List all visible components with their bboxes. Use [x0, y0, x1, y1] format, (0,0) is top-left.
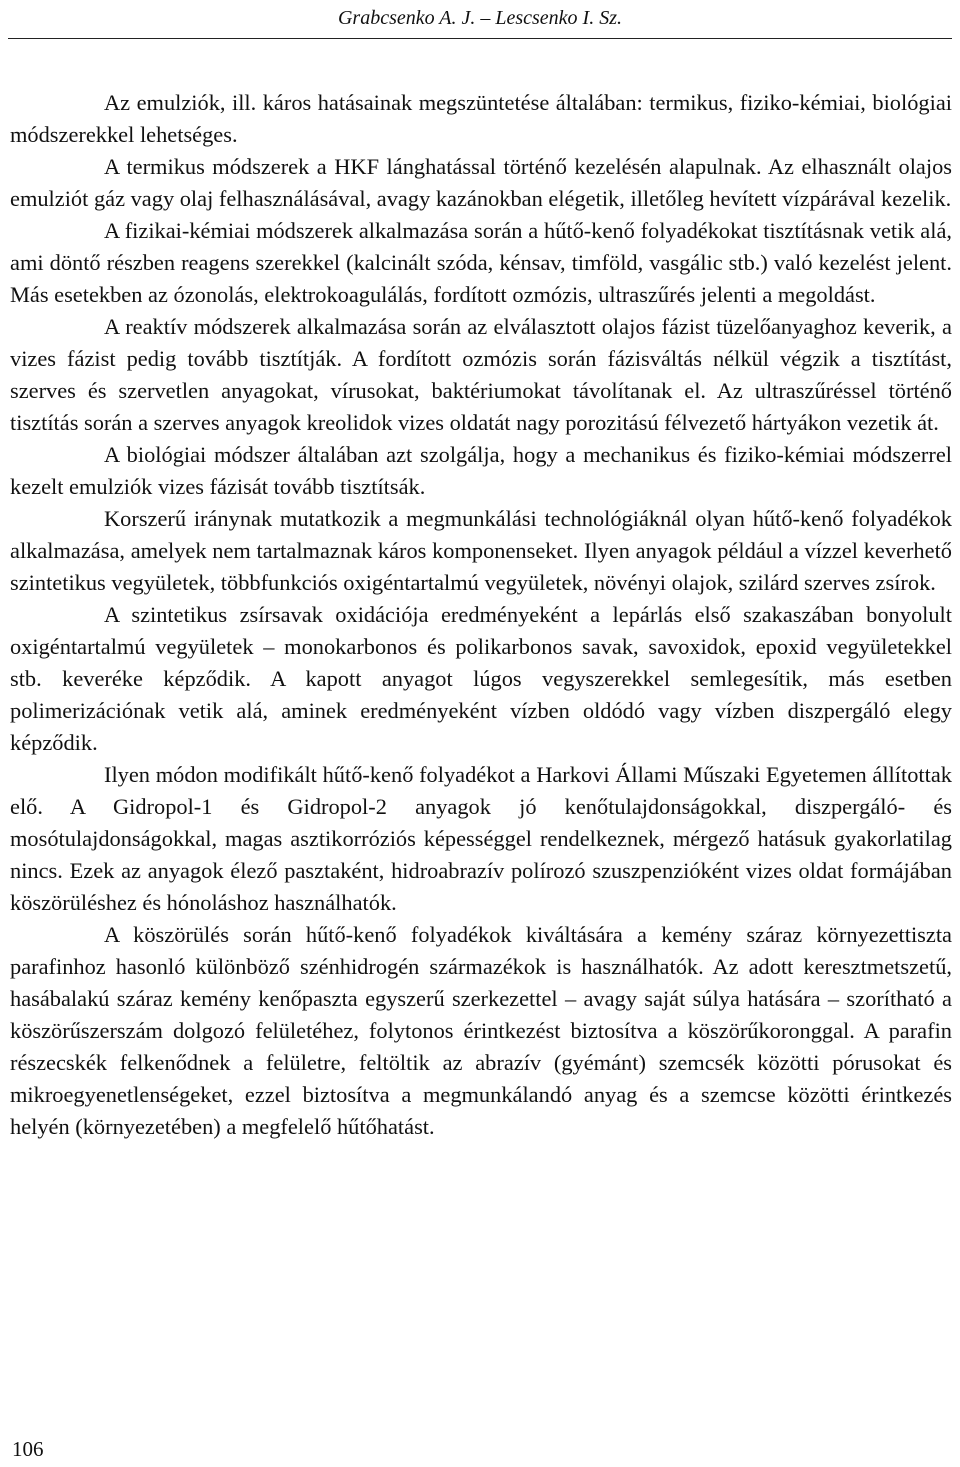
- paragraph-biological-method: A biológiai módszer általában azt szolgálja, hogy a mechanikus és fiziko-kémiai módszerrel kezelt emulziók vizes fázisát tovább tisztítsák.: [10, 442, 952, 499]
- paragraph-reactive-methods: A reaktív módszerek alkalmazása során az elválasztott olajos fázist tüzelőanyaghoz keverik, a vizes fázist pedig tovább tisztítják. A fordított ozmózis során fázisváltás nélkül végzik a tisztítást, szerves és szervetlen anyagokat, vírusokat, baktériumokat távolítanak el. Az ultraszűréssel történő tisztítás során a szerves anyagok kreolidok vizes oldatát nagy porozitású félvezető hártyákon vezetik át.: [10, 314, 952, 435]
- paragraph-modern-direction: Korszerű iránynak mutatkozik a megmunkálási technológiáknál olyan hűtő-kenő folyadékok alkalmazása, amelyek nem tartalmaznak káros komponenseket. Ilyen anyagok például a vízzel keverhető szintetikus vegyületek, többfunkciós oxigéntartalmú vegyületek, növényi olajok, szilárd szerves zsírok.: [10, 506, 952, 595]
- paragraph-physicochemical-methods: A fizikai-kémiai módszerek alkalmazása során a hűtő-kenő folyadékokat tisztításnak vetik alá, ami döntő részben reagens szerekkel (kalcinált szóda, kénsav, timföld, vasgálic stb.) való kezelést jelent. Más esetekben az ózonolás, elektrokoagulálás, fordított ozmózis, ultraszűrés jelenti a megoldást.: [10, 218, 952, 307]
- header-rule: [8, 38, 952, 39]
- paragraph-intro: Az emulziók, ill. káros hatásainak megszüntetése általában: termikus, fiziko-kémiai, biológiai módszerekkel lehetséges.: [10, 90, 952, 147]
- paragraph-thermal-methods: A termikus módszerek a HKF lánghatással történő kezelésén alapulnak. Az elhasznált olajos emulziót gáz vagy olaj felhasználásával, avagy kazánokban elégetik, illetőleg hevített vízpárával kezelik.: [10, 154, 952, 211]
- paragraph-gidropol: Ilyen módon modifikált hűtő-kenő folyadékot a Harkovi Állami Műszaki Egyetemen állítottak elő. A Gidropol-1 és Gidropol-2 anyagok jó kenőtulajdonságokkal, diszpergáló- és mosótulajdonságokkal, magas asztikorróziós képességgel rendelkeznek, mérgező hatásuk gyakorlatilag nincs. Ezek az anyagok élező pasztaként, hidroabrazív polírozó szuszpenzióként vizes oldat formájában köszörüléshez és hónoláshoz használhatók.: [10, 762, 952, 915]
- running-head-title: Grabcsenko A. J. – Lescsenko I. Sz.: [337, 7, 622, 29]
- paragraph-synthetic-fatty-acids: A szintetikus zsírsavak oxidációja eredményeként a lepárlás első szakaszában bonyolult oxigéntartalmú vegyületek – monokarbonos és polikarbonos savak, savoxidok, epoxid vegyületekkel stb. keveréke képződik. A kapott anyagot lúgos vegyszerekkel semlegesítik, más esetben polimerizációnak vetik alá, aminek eredményeként vízben oldódó vagy vízben diszpergáló elegy képződik.: [10, 602, 952, 755]
- paragraph-grinding-paraffin: A köszörülés során hűtő-kenő folyadékok kiváltására a kemény száraz környezettiszta parafinhoz hasonló különböző szénhidrogén származékok is használhatók. Az adott keresztmetszetű, hasábalakú száraz kemény kenőpaszta egyszerű szerkezettel – avagy saját súlya hatására – szorítható a köszörűszerszám dolgozó felületéhez, folytonos érintkezést biztosítva a köszörűkoronggal. A parafin részecskék felkenődnek a felületre, feltöltik az abrazív (gyémánt) szemcsék közötti pórusokat és mikroegyenetlenségeket, ezzel biztosítva a megmunkálandó anyag és a szemcse közötti érintkezés helyén (környezetében) a megfelelő hűtőhatást.: [10, 922, 952, 1139]
- body-text: [10, 87, 952, 1143]
- page-number: 106: [12, 1437, 44, 1461]
